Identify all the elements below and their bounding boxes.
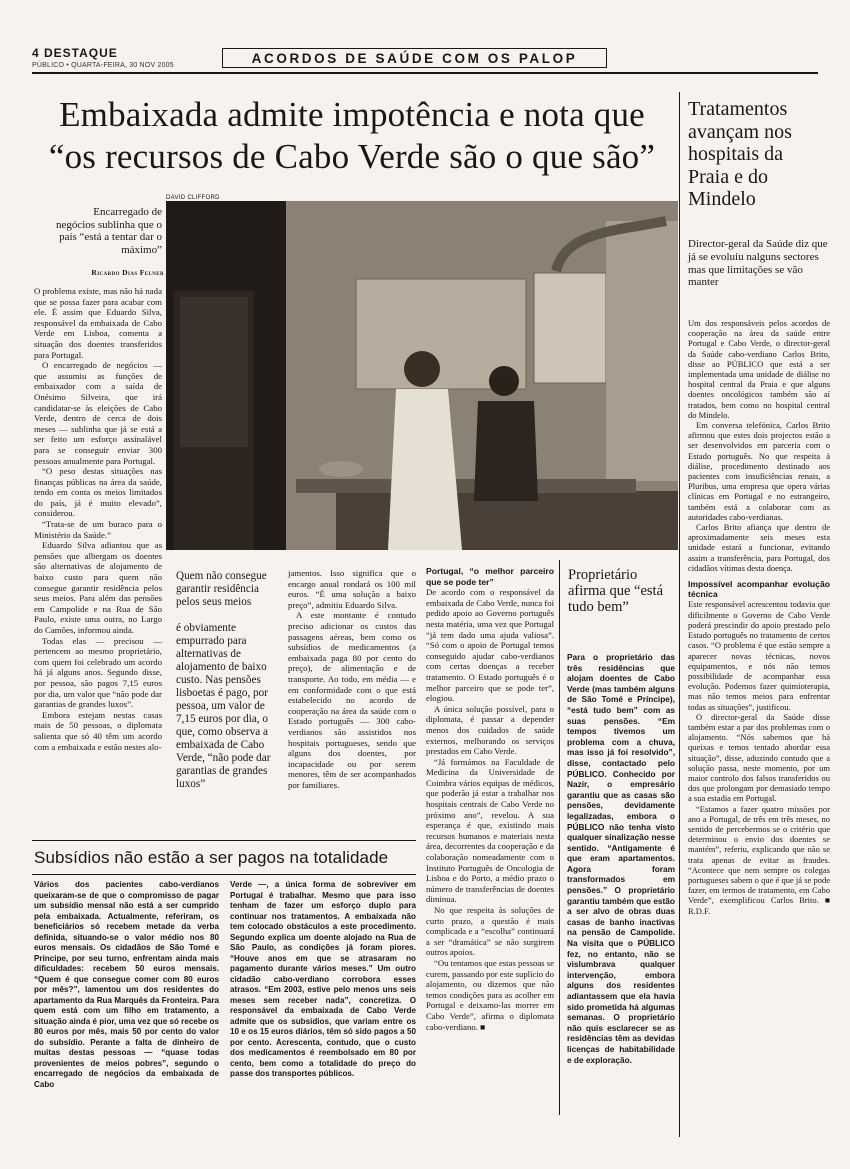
article-byline: Ricardo Dias Felner bbox=[91, 268, 164, 277]
paragraph: Um dos responsáveis pelos acordos de cooperação na área da saúde entre Portugal e Cabo Verde, o director-geral da Saúde cabo-verdiano Carlos Brito, disse ao PÚBLICO que está a ser implementada uma unidade de diálise no hospital central da Praia e que alguns doentes oncológicos também são aí tratados, bem como no hospital central do Mindelo. bbox=[688, 318, 830, 420]
paragraph: Em conversa telefónica, Carlos Brito afirmou que estes dois projectos estão a ser desenvolvidos em parceria com o Estado português. No que respeita à diálise, procedimento destinado aos pacientes com insuficiências renais, a Pluribus, uma empresa que opera várias clínicas em Portugal e no estrangeiro, também está a colaborar com as autoridades cabo-verdianas. bbox=[688, 420, 830, 522]
sidebar-title: Tratamentos avançam nos hospitais da Praia e do Mindelo bbox=[688, 98, 792, 210]
subsidios-title: Subsídios não estão a ser pagos na totalidade bbox=[34, 848, 389, 867]
paragraph: No que respeita às soluções de curto prazo, a questão é mais complicada e a “escolha” continuará a ser “dramática” se não surgirem outros apoios. bbox=[426, 905, 554, 958]
subsidios-col-2: Verde —, a única forma de sobreviver em Portugal é trabalhar. Mesmo que para isso tenham de fazer um esforço duplo para continuar nos tratamentos. A embaixada não tem colocado obstáculos a este procedimento. Segundo explica um doente alojado na Rua de São Paulo, as condições já foram piores. “Houve anos em que se atrasaram no pagamento durante vários meses.” Um outro cidadão cabo-verdiano corrobora esses atrasos. “Em 2003, estive pelo menos uns seis meses sem receber nada”, concretiza. O responsável da embaixada de Cabo Verde admite que os subsídios, que variam entre os 10 e os 15 euros diários, têm só sido pagos a 50 por cento. Acrescenta, contudo, que o custo dos medicamentos é reembolsado em 80 por cento, bem como a totalidade do preço do passe dos transportes públicos. bbox=[230, 880, 416, 1078]
section-banner: ACORDOS DE SAÚDE COM OS PALOP bbox=[222, 48, 607, 68]
sidebar-divider bbox=[679, 92, 680, 1137]
paragraph: “Estamos a fazer quatro missões por ano a Portugal, de três em três meses, no sentido de percebermos se o critério que determinou o envio dos doentes se mantém”, referiu, explicando que não se trata apenas de evitar as fraudes. “Acontece que nem sempre os colegas portugueses sabem o que é que já se pode fazer, em termos de tratamento, em Cabo Verde”, exemplificou Carlos Brito. ■ R.D.F. bbox=[688, 803, 830, 916]
main-headline bbox=[36, 94, 668, 178]
paragraph: “O peso destas situações nas finanças públicas na área da saúde, tendo em conta os meios limitados do país, já é muito elevado”, considerou. bbox=[34, 466, 162, 519]
paragraph: “Trata-se de um buraco para o Ministério da Saúde.” bbox=[34, 519, 162, 540]
paragraph: Este responsável acrescentou todavia que dificilmente o Governo de Cabo Verde poderá prescindir do apoio prestado pelo Estado português no tratamento de certos casos. “O problema é que estão sempre a aparecer novas técnicas, novos equipamentos, e nós não temos possibilidade de acompanhar essa evolução. Podemos fazer quimioterapia, mas não temos meios para enfrentar todas as situações”, justificou. bbox=[688, 599, 830, 712]
paragraph: O director-geral da Saúde disse também estar a par dos problemas com o alojamento. “Nós sabemos que há queixas e temos tentado abordar essa situação”, disse, aduzindo contudo que a solução passa, neste momento, por um maior controlo dos falsos transferidos ou dos que prolongam por demasiado tempo a sua estadia em Portugal. bbox=[688, 711, 830, 804]
subsidios-top-rule bbox=[32, 840, 416, 841]
paragraph: “Já formámos na Faculdade de Medicina da Universidade de Coimbra vários equipas de médicos, que poderão já estar a trabalhar nos hospitais centrais de Cabo Verde no próximo ano”, revelou. A sua esperança é que, existindo mais recursos humanos e materiais nesta área, decorrentes da cooperação e da colaboração nomeadamente com o Instituto Português de Oncologia de Lisboa e do Porto, a médio prazo o número de transferências de doentes diminua. bbox=[426, 756, 554, 905]
paragraph: Carlos Brito afiança que dentro de aproximadamente seis meses esta unidade estará a funcionar, evitando assim a transferência, para Portugal, dos cidadãos vítimas desta doença. bbox=[688, 522, 830, 573]
paragraph: “Ou tentamos que estas pessoas se curem, passando por este suplício do alojamento, ou dizemos que não temos condições para as acolher em Portugal e deixamo-las morrer em Cabo Verde”, afirma o diplomata cabo-verdiano. ■ bbox=[426, 957, 554, 1032]
paragraph: Eduardo Silva adiantou que as pensões que albergam os doentes são alternativas de alojamento de baixo custo para quem não consegue garantir residência pelos seus meios. Para além das pensões em Campolide e na Rua de São Paulo, existe uma outra, no Largo do Camões, informou ainda. bbox=[34, 540, 162, 635]
paragraph: Todas elas — precisou — pertencem ao mesmo proprietário, com quem foi celebrado um acordo há já alguns anos. Segundo disse, por pessoa, são pagos 7,15 euros por dia, um valor que “não pode dar garantias de grandes luxos”. bbox=[34, 635, 162, 710]
paragraph: A este montante é contudo preciso adicionar os custos das passagens aéreas, bem como os subsídios de medicamentos (a embaixada paga 80 por cento do preço), de alimentação e de transporte. Ao todo, em média — e em conformidade com o que está estabelecido no acordo de cooperação na área da saúde com o Estado português — 300 cabo-verdianos são assistidos nos hospitais portugueses, sendo que alguns dos doentes, por incapacidade ou por serem menores, têm de ser acompanhados por familiares. bbox=[288, 610, 416, 790]
header-rule bbox=[32, 72, 818, 74]
paragraph: O problema existe, mas não há nada que se possa fazer para acabar com ele. É assim que Eduardo Silva, responsável da embaixada de Cabo Verde em Lisboa, comenta a situação dos doentes transferidos para Portugal. bbox=[34, 286, 162, 360]
issue-date-line: PÚBLICO • QUARTA-FEIRA, 30 NOV 2005 bbox=[32, 62, 174, 69]
main-col-4 bbox=[426, 566, 554, 1032]
paragraph: De acordo com o responsável da embaixada de Cabo Verde, nunca foi pedido apoio ao Governo português nesta matéria, uma vez que Portugal “já tem dado uma ajuda valiosa”. “Só com o apoio de Portugal temos conseguido ajudar cabo-verdianos com certas doenças a receber tratamento. O Estado português é o melhor parceiro que se pode ter”, elogiou. bbox=[426, 587, 554, 704]
paragraph: A única solução possível, para o diplomata, é passar a depender menos dos cuidados de saúde externos, melhorando os serviços prestados em Cabo Verde. bbox=[426, 703, 554, 757]
headline-line-1: Embaixada admite impotência e nota que bbox=[59, 95, 645, 134]
main-col-1 bbox=[34, 286, 162, 752]
proprietario-title: Proprietário afirma que “está tudo bem” bbox=[568, 567, 664, 615]
col4-subhead: Portugal, “o melhor parceiro que se pode ter” bbox=[426, 566, 554, 587]
main-col-3 bbox=[288, 568, 416, 790]
subsidios-col-1: Vários dos pacientes cabo-verdianos queixaram-se de que o compromisso de pagar um subsídio mensal não está a ser cumprido pela embaixada. Actualmente, referiram, os beneficiários só recebem metade da verba definida, situando-se o valor médio nos 80 euros mensais. Os cidadãos de São Tomé e Príncipe, por seu turno, enfrentam ainda mais dificuldades: recebem 50 euros mensais. “Quem é que consegue comer com 80 euros por mês?”, lamentou um dos residentes do apartamento da Rua Marquês da Fronteira. Para quem está com um filho em tratamento, a situação ainda é pior, uma vez que só recebe os 80 euros por mês, mais 50 por cento do valor do subsídio. Perante a falta de dinheiro de muitas destas pessoas — “quase todas provenientes de meios pobres”, segundo o encarregado de negócios da embaixada de Cabo bbox=[34, 880, 219, 1089]
sidebar-body bbox=[688, 318, 830, 916]
article-photo bbox=[166, 201, 678, 550]
paragraph: jamentos. Isso significa que o encargo anual rondará os 100 mil euros. “É uma solução a baixo preço”, admitiu Eduardo Silva. bbox=[288, 568, 416, 610]
pull-quote-body: é obviamente empurrado para alternativas de alojamento de baixo custo. Nas pensões lisboetas é pago, por pessoa, um valor de 7,15 euros por dia, o que, como observa a embaixada de Cabo Verde, “não pode dar garantias de grandes luxos” bbox=[176, 622, 271, 790]
proprietario-body: Para o proprietário das três residências que alojam doentes de Cabo Verde (mas também alguns de São Tomé e Príncipe), “está tudo bem” com as suas pensões. “Em tempos tivemos um problema com a chuva, mas isso já foi resolvido”, disse, contactado pelo PÚBLICO. Conhecido por Nazir, o empresário garantiu que as casas são pensões, devidamente legalizadas, embora o PÚBLICO não tenha visto qualquer sinalização nesse sentido. “Antigamente é que eram apartamentos. Agora foram transformados em pensões.” O proprietário garantiu também que estão a ser alvo de obras duas casas de banho inactivas na pensão de Campolide. Na visita que o PÚBLICO fez, no entanto, não se vislumbrava qualquer intervenção, embora alguns dos residentes adiantassem que ela havia sido prometida há algumas semanas. O proprietário não quis esclarecer se as residências têm as devidas licenças de habitabilidade e de exploração. bbox=[567, 652, 675, 1065]
page-section-label: 4 DESTAQUE bbox=[32, 46, 118, 60]
paragraph: Embora estejam nestas casas mais de 50 pessoas, o diplomata salienta que só 40 têm um acordo com a embaixada e estão nestes alo- bbox=[34, 709, 162, 752]
pull-quote-title: Quem não consegue garantir residência pelos seus meios bbox=[176, 570, 267, 608]
sidebar-subhead: Impossível acompanhar evolução técnica bbox=[688, 579, 830, 600]
paragraph: O encarregado de negócios — que assumiu as funções de embaixador com a saída de Onésimo Silveira, que irá candidatar-se às eleições de Cabo Verde, dentro de cerca de dois meses — sublinha que já se está a ser feito um esforço assinalável para se conseguir enviar 300 pessoas anualmente para Portugal. bbox=[34, 360, 162, 466]
box-divider bbox=[559, 560, 560, 1115]
photo-credit: DAVID CLIFFORD bbox=[166, 195, 220, 201]
sidebar-deck: Director-geral da Saúde diz que já se evoluiu nalguns sectores mas que limitações se vão manter bbox=[688, 238, 828, 289]
subsidios-bottom-rule bbox=[32, 874, 416, 875]
headline-line-2: “os recursos de Cabo Verde são o que são” bbox=[48, 137, 656, 176]
article-kicker: Encarregado de negócios sublinha que o país “está a tentar dar o máximo” bbox=[55, 206, 162, 256]
